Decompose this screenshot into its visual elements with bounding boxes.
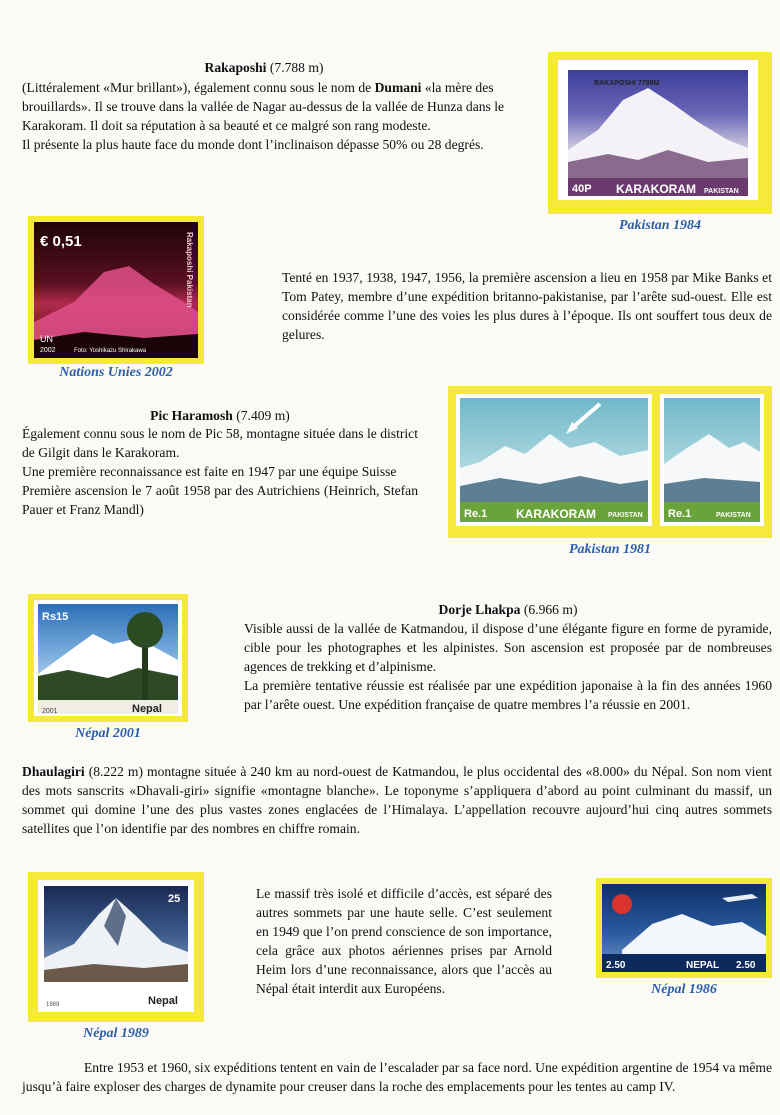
rakaposhi-intro: (Littéralement «Mur brillant»), également connu sous le nom de Dumani «la mère des brouillards». Il se trouve dans la vallée de Nagar au-dessus de la vallée de Hunza dans le Karakoram. Il doit sa réputation à sa beauté et ce malgré son rang modeste. Il présente la plus haute face du monde dont l’inclinaison dépasse 50% ou 28 degrés. xyxy=(22,80,505,152)
rakaposhi-heading xyxy=(22,58,506,77)
caption-nepal-1989: Népal 1989 xyxy=(83,1026,149,1041)
rakaposhi-ascent-text: Tenté en 1937, 1938, 1947, 1956, la première ascension a lieu en 1958 par Mike Banks et Tom Patey, membre d’une expédition britanno-pakistanise, par l’arête sud-ouest. Elle est considérée comme l’une des voies les plus dures à l’époque. Ils ont souffert tous deux de gelures. xyxy=(282,270,772,342)
dorje-lhakpa-image: Rs15 xyxy=(38,604,178,700)
stamp-value: € 0,51 xyxy=(40,233,82,250)
stamp-pakistan-1981-a xyxy=(456,394,652,526)
caption-un-2002: Nations Unies 2002 xyxy=(59,365,173,380)
caption-pakistan-1984: Pakistan 1984 xyxy=(618,218,702,233)
rakaposhi-altitude: (7.788 m) xyxy=(266,60,324,75)
stamp-nepal-2001 xyxy=(34,600,182,716)
stamp-pakistan-1981-b xyxy=(660,394,764,526)
haramosh-heading: Pic Haramosh (7.409 m) xyxy=(150,408,290,423)
rakaposhi-name: Rakaposhi xyxy=(204,60,267,75)
stamp-vertical-label: Rakaposhi Pakistan xyxy=(185,232,194,308)
stamp-peak-label: RAKAPOSHI 7788M xyxy=(594,80,660,87)
dorje-name: Dorje Lhakpa xyxy=(438,602,521,617)
stamp-banner: 2001 Nepal xyxy=(38,700,178,714)
dhaulagiri-expeditions-text: Entre 1953 et 1960, six expéditions tentent en vain de l’escalader par sa face nord. Une expédition argentine de 1954 va même jusqu’à faire exploser des charges de dynamite pour creuser dans la roche des emplacements pour les tentes au camp IV. xyxy=(22,1060,772,1094)
dhaulagiri-name: Dhaulagiri xyxy=(22,764,85,779)
stamp-un-2002: € 0,51 Rakaposhi Pakistan UN 2002 Foto: Yoshikazu Shirakawa xyxy=(34,222,198,358)
dhaulagiri-intro: Dhaulagiri (8.222 m) montagne située à 240 km au nord-ouest de Katmandou, le plus occidental des «8.000» du Népal. Son nom vient des mots sanscrits «Dhavali-giri» signifie «montagne blanche». Le toponyme s’appliquera d’abord au point culminant du massif, un sommet qui domine l’une des plus vastes zones englacées de l’Himalaya. L’appellation recouvre aujourd’hui cinq autres sommets satellites que l’on identifie par des nombres en chiffre romain. xyxy=(22,764,772,836)
haramosh-mountain-image xyxy=(664,398,760,502)
rakaposhi-face-text: Il présente la plus haute face du monde dont l’inclinaison dépasse 50% ou 28 degrés. xyxy=(22,137,484,152)
dhaulagiri-mountain-image: 25 xyxy=(44,886,188,982)
haramosh-mountain-image xyxy=(460,398,648,502)
stamp-nepal-1989 xyxy=(38,880,194,1012)
stamp-banner: Re.1 KARAKORAM PAKISTAN xyxy=(460,502,648,522)
stamp-nepal-1986: 2.50 NEPAL 2.50 xyxy=(602,884,766,972)
rakaposhi-mountain-image xyxy=(568,70,748,178)
dhaulagiri-massif-text: Le massif très isolé et difficile d’accès, est séparé des autres sommets par une haute selle. C’est seulement en 1949 que l’on prend conscience de son importance, cela grâce aux photos aériennes prises par Arnold Heim lors d’une reconnaissance, alors que l’accès au Népal était interdit aux Européens. xyxy=(256,886,552,996)
caption-pakistan-1981: Pakistan 1981 xyxy=(568,542,652,557)
haramosh-text: Également connu sous le nom de Pic 58, montagne située dans le district de Gilgit dans le Karakoram. Une première reconnaissance est faite en 1947 par une équipe Suisse Première ascension le 7 août 1958 par des Autrichiens (Heinrich, Stefan Pauer et Franz Mandl) xyxy=(22,426,418,517)
haramosh-name: Pic Haramosh xyxy=(150,408,233,423)
caption-nepal-1986: Népal 1986 xyxy=(651,982,717,997)
dumani-name: Dumani xyxy=(374,80,422,95)
dorje-text: Visible aussi de la vallée de Katmandou, il dispose d’une élégante figure en forme de pyramide, cible pour les photographes et les alpinistes. Son ascension est proposée par de nombreuses agences de trekking et d’alpinisme. La première tentative réussie est réalisée par une expédition japonaise à la fin des années 1960 par l’arête ouest. Une expédition française de quatre membres l’a réussie en 2001. xyxy=(244,621,772,712)
stamp-banner: 1989 Nepal xyxy=(44,984,188,1008)
caption-nepal-2001: Népal 2001 xyxy=(75,726,141,741)
stamp-banner: Re.1 PAKISTAN xyxy=(664,502,760,522)
stamp-banner: 40P KARAKORAM PAKISTAN xyxy=(568,178,748,196)
stamp-pakistan-1984 xyxy=(558,60,758,200)
dorje-heading: Dorje Lhakpa (6.966 m) xyxy=(438,602,578,617)
